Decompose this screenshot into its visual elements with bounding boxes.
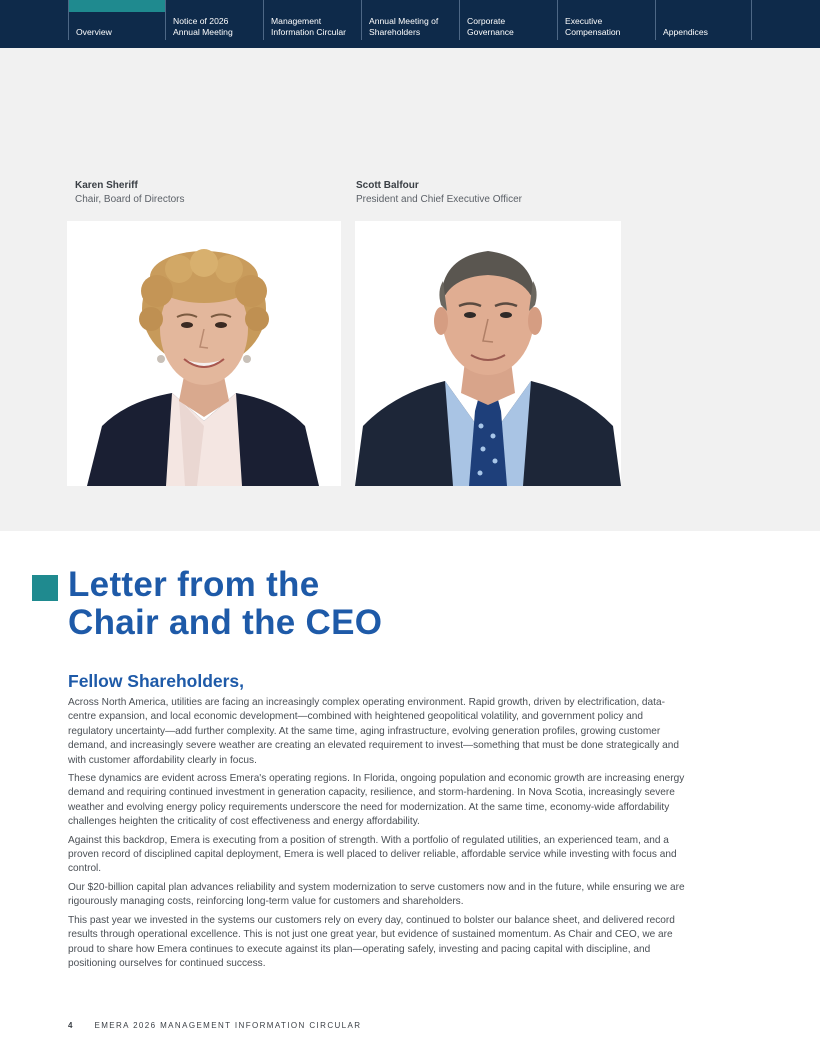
nav-tab-label: Notice of 2026 Annual Meeting (173, 16, 233, 37)
letter-paragraph: This past year we invested in the systems our customers rely on every day, continued to bolster our balance sheet, and delivered record results through operational excellence. This is not just one great year, but evidence of sustained momentum. As Chair and CEO, we are proud to share how Emera continues to execute against its plan—operating safely, investing and pacing capital with discipline, and positioning ourselves for continued success. (68, 914, 675, 969)
chair-name: Karen Sheriff (75, 180, 138, 191)
nav-tab-label: Annual Meeting of Shareholders (369, 16, 439, 37)
letter-paragraph: These dynamics are evident across Emera's operating regions. In Florida, ongoing population and economic growth are increasing energy demand and requiring continued investment in generation capacity, resilience, and storm-hardening. In Nova Scotia, increasingly severe weather and evolving energy policy requirements underscore the need for modernization. At the same time, economy-wide affordability challenges heighten the criticality of cost effectiveness and energy affordability. (68, 773, 685, 828)
letter-paragraph: Our $20-billion capital plan advances reliability and system modernization to serve customers now and in the future, while ensuring we are rigourously managing costs, reinforcing long-term value for customers and shareholders. (68, 881, 685, 908)
nav-tab-overview[interactable] (68, 0, 166, 40)
publication-name: EMERA 2026 MANAGEMENT INFORMATION CIRCULAR (94, 1021, 362, 1030)
section-marker (32, 575, 58, 601)
nav-tab-management-circular[interactable] (264, 0, 362, 40)
chair-title: Chair, Board of Directors (75, 194, 185, 205)
nav-tab-appendices[interactable] (656, 0, 752, 40)
ceo-name: Scott Balfour (356, 180, 419, 191)
nav-tab-annual-meeting[interactable] (362, 0, 460, 40)
top-navigation (0, 0, 820, 48)
letter-paragraph: Against this backdrop, Emera is executing from a position of strength. With a portfolio of regulated utilities, an experienced team, and a proven record of disciplined capital deployment, Emera is well placed to deliver reliable, affordable service while investing with focus and control. (68, 834, 677, 875)
page-title-line-1: Letter from the (68, 565, 320, 604)
page-title (68, 566, 382, 642)
nav-tab-notice[interactable] (166, 0, 264, 40)
letter-body (68, 696, 686, 975)
page-title-line-2: Chair and the CEO (68, 603, 383, 642)
nav-tab-label: Overview (76, 27, 112, 37)
ceo-portrait (355, 221, 621, 486)
chair-portrait (67, 221, 341, 486)
ceo-title: President and Chief Executive Officer (356, 194, 523, 205)
nav-tab-label: Appendices (663, 27, 708, 37)
page-footer (68, 1021, 361, 1030)
nav-tab-label: Corporate Governance (467, 16, 514, 37)
nav-tab-label: Executive Compensation (565, 16, 621, 37)
letter-paragraph: Across North America, utilities are facing an increasingly complex operating environment. Rapid growth, driven by electrification, data-centre expansion, and local economic development—combined with heightened geopolitical volatility, and government policy and regulatory uncertainty—add further complexity. At the same time, aging infrastructure, evolving generation profiles, growing customer demand, and increasingly severe weather are creating an elevated requirement to invest—something that must be done strategically and with customer affordability clearly in focus. (68, 697, 680, 766)
nav-tab-corporate-governance[interactable] (460, 0, 558, 40)
page-number: 4 (68, 1021, 73, 1030)
letter-greeting: Fellow Shareholders, (68, 671, 245, 691)
nav-tab-label: Management Information Circular (271, 16, 346, 37)
active-tab-indicator (69, 0, 165, 12)
nav-tab-executive-compensation[interactable] (558, 0, 656, 40)
